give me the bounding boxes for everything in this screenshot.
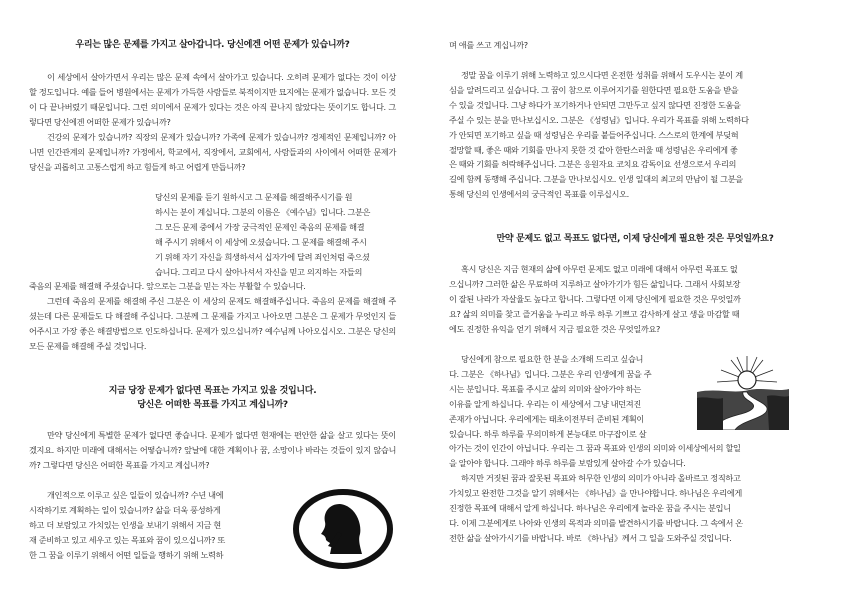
text-line: 전한 삶을 살아가시기를 바랍니다. 바로 《하나님》께서 그 일을 도와주실 것입니다. [449,532,732,543]
text-line: 이유를 알게 하십니다. 우리는 이 세상에서 그냥 내던져진 [449,398,641,409]
text-line: 아가는 것이 인간이 아닙니다. 우리는 그 꿈과 목표와 인생의 의미와 이세상에서의 할일 [449,443,741,453]
text-line: 을 알아야 합니다. 그래야 하루 하루를 보람있게 살아갈 수가 있습니다. [449,457,686,468]
text-line: 하지만 거짓된 꿈과 잘못된 목표와 허무한 인생의 의미가 아니라 올바르고 정직하고 [461,473,741,483]
text-line: 요? 삶의 의미를 찾고 즐거움을 누리고 하루 하루 기쁘고 감사하게 살고 생을 마감할 때 [449,308,740,319]
paragraph-future-goals: 만약 당신에게 특별한 문제가 없다면 좋습니다. 문제가 없다면 현재에는 편안한 삶을 살고 있다는 뜻이겠지요. 하지만 미래에 대해서는 어떻습니까? 앞날에 대한 계획이나 꿈, 소망이나 바라는 것들이 있지 않습니까? 그렇다면 당신은 어떠한 목표를 가지고 계십니까? [29,430,397,470]
paragraph-what-you-need [449,262,842,337]
text-line: 은 때와 기회를 허락해주십니다. 그분은 응원자요 코치요 감독이요 선생으로서 우리의 [449,159,737,170]
heading-goals-line2: 당신은 어떠한 목표를 가지고 계십니까? [137,400,288,410]
paragraph-meet-god [449,471,842,546]
paragraph-meaning [449,441,842,471]
text-line: 심을 알려드리고 싶습니다. 그 꿈이 참으로 이루어지기를 원한다면 필요한 도움을 받을 [449,84,739,95]
paragraph-continuation: 며 애를 쓰고 계십니까? [449,40,528,50]
text-line: 한 그 꿈을 이루기 위해서 어떤 일들을 행하기 위해 노력하 [29,549,224,560]
paragraph-resurrection: 죽음의 문제를 해결해 주셨습니다. 앞으로는 그분을 믿는 자는 부활할 수 있습니다. [29,281,306,291]
praying-silhouette-icon [290,488,396,570]
text-line: 당신에게 참으로 필요한 한 분을 소개해 드리고 싶습니 [461,354,644,364]
text-line: 시작하기로 계획하는 일이 있습니까? 삶을 더욱 풍성하게 [29,504,221,515]
text-line: 해 주시기 위해서 이 세상에 오셨습니다. 그 문제를 해결해 주시 [155,236,367,247]
text-line: 혹시 당신은 지금 현재의 삶에 아무런 문제도 없고 미래에 대해서 아무런 목표도 없 [461,264,738,274]
text-line: 개인적으로 이루고 싶은 일들이 있습니까? 수년 내에 [47,490,224,500]
text-line: 이 잘된 나라가 자살율도 높다고 합니다. 그렇다면 이제 당신에게 필요한 것은 무엇일까 [449,293,741,304]
text-line: 주실 수 있는 분을 만나보십시오. 그분은 《성령님》입니다. 우리가 목표를 위해 노력하다 [449,114,749,125]
text-line: 가치있고 완전한 그것을 알기 위해서는 《하나님》을 만나야합니다. 하나님은 우리에게 [449,487,742,498]
paragraph-problem-types: 건강의 문제가 있습니까? 직장의 문제가 있습니까? 가족에 문제가 있습니까? 경제적인 문제입니까? 아니면 인간관계의 문제입니까? 가정에서, 학교에서, 직장에서, 교회에서, 사람들과의 사이에서 어떠한 문제가 당신을 괴롭히고 고통스럽게 하고 힘들게 하고 어렵게 만듭니까? [29,132,396,172]
text-line: 다. 그분은 《하나님》입니다. 그분은 우리 인생에게 꿈을 주 [449,368,652,379]
heading-problems: 우리는 많은 문제를 가지고 살아갑니다. 당신에겐 어떤 문제가 있습니까? [75,40,350,50]
paragraph-god-intro [449,352,693,441]
heading-no-problem-no-goal: 만약 문제도 없고 목표도 없다면, 이제 당신에게 필요한 것은 무엇일까요? [496,234,774,244]
text-line: 절망할 때, 좋은 때와 기회를 만나지 못한 것 같아 한탄스러울 때 성령님은 우리에게 좋 [449,144,738,155]
sunrise-road-illustration [697,352,789,430]
heading-goals-line1: 지금 당장 문제가 없다면 목표는 가지고 있을 것입니다. [108,386,317,396]
text-line: 재 준비하고 있고 세우고 있는 목표와 꿈이 있으십니까? 또 [29,534,225,545]
text-line: 그 모든 문제 중에서 가장 궁극적인 문제인 죽음의 문제를 해결 [155,221,365,232]
text-line: 가 안되면 포기하고 싶을 때 성령님은 우리를 붙들어주십니다. 스스로의 한계에 부딪혀 [449,129,739,140]
paragraph-personal-goals [29,488,279,563]
paragraph-holy-spirit [449,68,842,202]
text-line: 진정한 목표에 대해서 알게 하십니다. 하나님은 우리에게 놀라운 꿈을 주시는 분입니 [449,502,731,513]
text-line: 길에 함께 동행해 주십니다. 그분을 만나보십시오. 인생 일대의 최고의 만남이 될 그분을 [449,174,743,185]
text-line: 하고 더 보람있고 가치있는 인생을 보내기 위해서 지금 현 [29,519,221,530]
paragraph-jesus-solves [155,190,396,279]
text-line: 수 있을 것입니다. 그냥 하다가 포기하거나 안되면 그만두고 싶지 않다면 진정한 도움을 [449,99,741,110]
text-line: 존재가 아닙니다. 우리에게는 태초이전부터 준비된 계획이 [449,413,644,424]
text-line: 있습니다. 하루 하루를 무의미하게 본능대로 마구잡이로 살 [449,428,647,439]
text-line: 다. 이제 그분에게로 나아와 인생의 목적과 의미를 발견하시기를 바랍니다. 그 속에서 온 [449,517,743,528]
text-line: 기 위해 자기 자신을 희생하셔서 십자가에 달려 죄인처럼 죽으셨 [155,251,370,262]
right-page [449,0,842,595]
text-line: 에도 진정한 유익을 얻기 위해서 지금 필요한 것은 무엇일까요? [449,323,660,334]
text-line: 시는 분입니다. 목표를 주시고 삶의 의미와 살아가야 하는 [449,383,641,394]
text-line: 하시는 분이 계십니다. 그분의 이름은 《예수님》입니다. 그분은 [155,206,371,217]
text-line: 당신의 문제를 듣기 원하시고 그 문제를 해결해주시기를 원 [155,192,353,202]
text-line: 통해 당신의 인생에서의 궁극적인 목표를 이루십시오. [449,189,629,200]
text-line: 정말 꿈을 이루기 위해 노력하고 있으시다면 온전한 성취를 위해서 도우시는 분이 계 [461,70,743,80]
paragraph-problems-intro: 이 세상에서 살아가면서 우리는 많은 문제 속에서 살아가고 있습니다. 오히려 문제가 없다는 것이 이상할 정도입니다. 예를 들어 병원에서는 문제가 가득한 사람들로 북적이지만 묘지에는 문제가 없습니다. 모든 것이 다 끝나버렸기 때문입니다. 그런 의미에서 문제가 있다는 것은 아직 끝나지 않았다는 뜻이기도 합니다. 그렇다면 당신에겐 어떠한 문제가 있습니까? [29,72,396,127]
paragraph-all-problems: 그런데 죽음의 문제를 해결해 주신 그분은 이 세상의 문제도 해결해주십니다. 죽음의 문제를 해결해 주셨는데 다른 문제들도 다 해결해 주십니다. 그분께 그 문제를 가지고 나아오면 그분은 그 문제가 무엇인지 들어주시고 가장 좋은 해결방법으로 인도하십니다. 문제가 있으십니까? 예수님께 나아오십시오. 그분은 당신의 모든 문제를 해결해 주실 것입니다. [29,296,396,351]
text-line: 으십니까? 그러한 삶은 무료하며 지루하고 살아가기가 힘든 삶입니다. 그래서 사회보장 [449,278,741,289]
text-line: 습니다. 그리고 다시 살아나셔서 자신을 믿고 의지하는 자들의 [155,266,362,277]
